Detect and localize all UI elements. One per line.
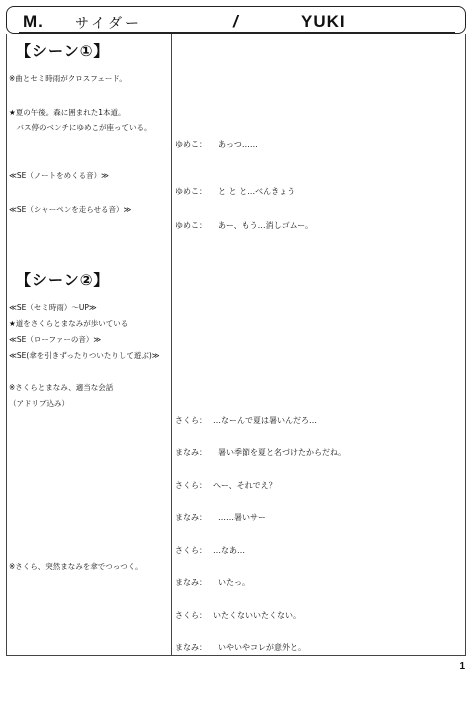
scene-1-heading: 【シーン①】 [16, 42, 110, 60]
dialogue-line: へー、それでえ？ [213, 481, 277, 490]
column-divider [171, 34, 172, 656]
dialogue-line: いたくないいたくない。 [213, 611, 301, 620]
section-label: M. [23, 12, 44, 31]
dialogue-line: …なあ… [213, 546, 245, 555]
dialogue-line: ……暑いサー [218, 513, 266, 522]
stage-direction: バス停のベンチにゆめこが座っている。 [9, 123, 152, 132]
stage-direction: （アドリブ込み） [9, 399, 69, 408]
dialogue-speaker: ゆめこ： [175, 140, 207, 149]
sound-effect-cue: ≪SE（ローファーの音）≫ [9, 335, 102, 344]
dialogue-speaker: さくら： [175, 416, 207, 425]
sound-effect-cue: ≪SE（ノートをめくる音）≫ [9, 171, 109, 180]
author-name: YUKI [301, 12, 346, 31]
dialogue-speaker: さくら： [175, 611, 207, 620]
dialogue-line: いたっ。 [218, 578, 250, 587]
dialogue-line: …なーんで夏は暑いんだろ… [213, 416, 317, 425]
stage-direction: ※曲とセミ時雨がクロスフェード。 [9, 74, 127, 83]
title-separator: / [233, 12, 238, 31]
sound-effect-cue: ≪SE(傘を引きずったりついたりして遊ぶ)≫ [9, 351, 160, 360]
dialogue-line: と と と…べんきょう [218, 187, 296, 196]
dialogue-speaker: まなみ： [175, 513, 207, 522]
sound-effect-cue: ≪SE（シャーペンを走らせる音）≫ [9, 205, 132, 214]
dialogue-line: あー、もう…消しゴムー。 [218, 221, 313, 230]
dialogue-line: 暑い季節を夏と名づけたからだね。 [218, 448, 346, 457]
stage-direction: ※さくらとまなみ、適当な会話 [9, 383, 114, 392]
dialogue-speaker: まなみ： [175, 643, 207, 652]
script-header [6, 6, 466, 34]
header-underline [19, 32, 455, 33]
dialogue-speaker: さくら： [175, 481, 207, 490]
dialogue-speaker: まなみ： [175, 578, 207, 587]
page-number: 1 [459, 661, 465, 672]
script-title: サイダー [75, 16, 143, 32]
stage-direction: ★夏の午後。森に囲まれた1本道。 [9, 108, 126, 117]
scene-2-heading: 【シーン②】 [16, 271, 110, 289]
dialogue-speaker: さくら： [175, 546, 207, 555]
dialogue-line: あっつ…… [218, 140, 258, 149]
dialogue-speaker: ゆめこ： [175, 187, 207, 196]
dialogue-line: いやいやコレが意外と。 [218, 643, 306, 652]
dialogue-speaker: ゆめこ： [175, 221, 207, 230]
stage-direction: ★道をさくらとまなみが歩いている [9, 319, 129, 328]
stage-direction: ※さくら、突然まなみを傘でつっつく。 [9, 562, 143, 571]
dialogue-speaker: まなみ： [175, 448, 207, 457]
sound-effect-cue: ≪SE（セミ時雨）～UP≫ [9, 303, 97, 312]
